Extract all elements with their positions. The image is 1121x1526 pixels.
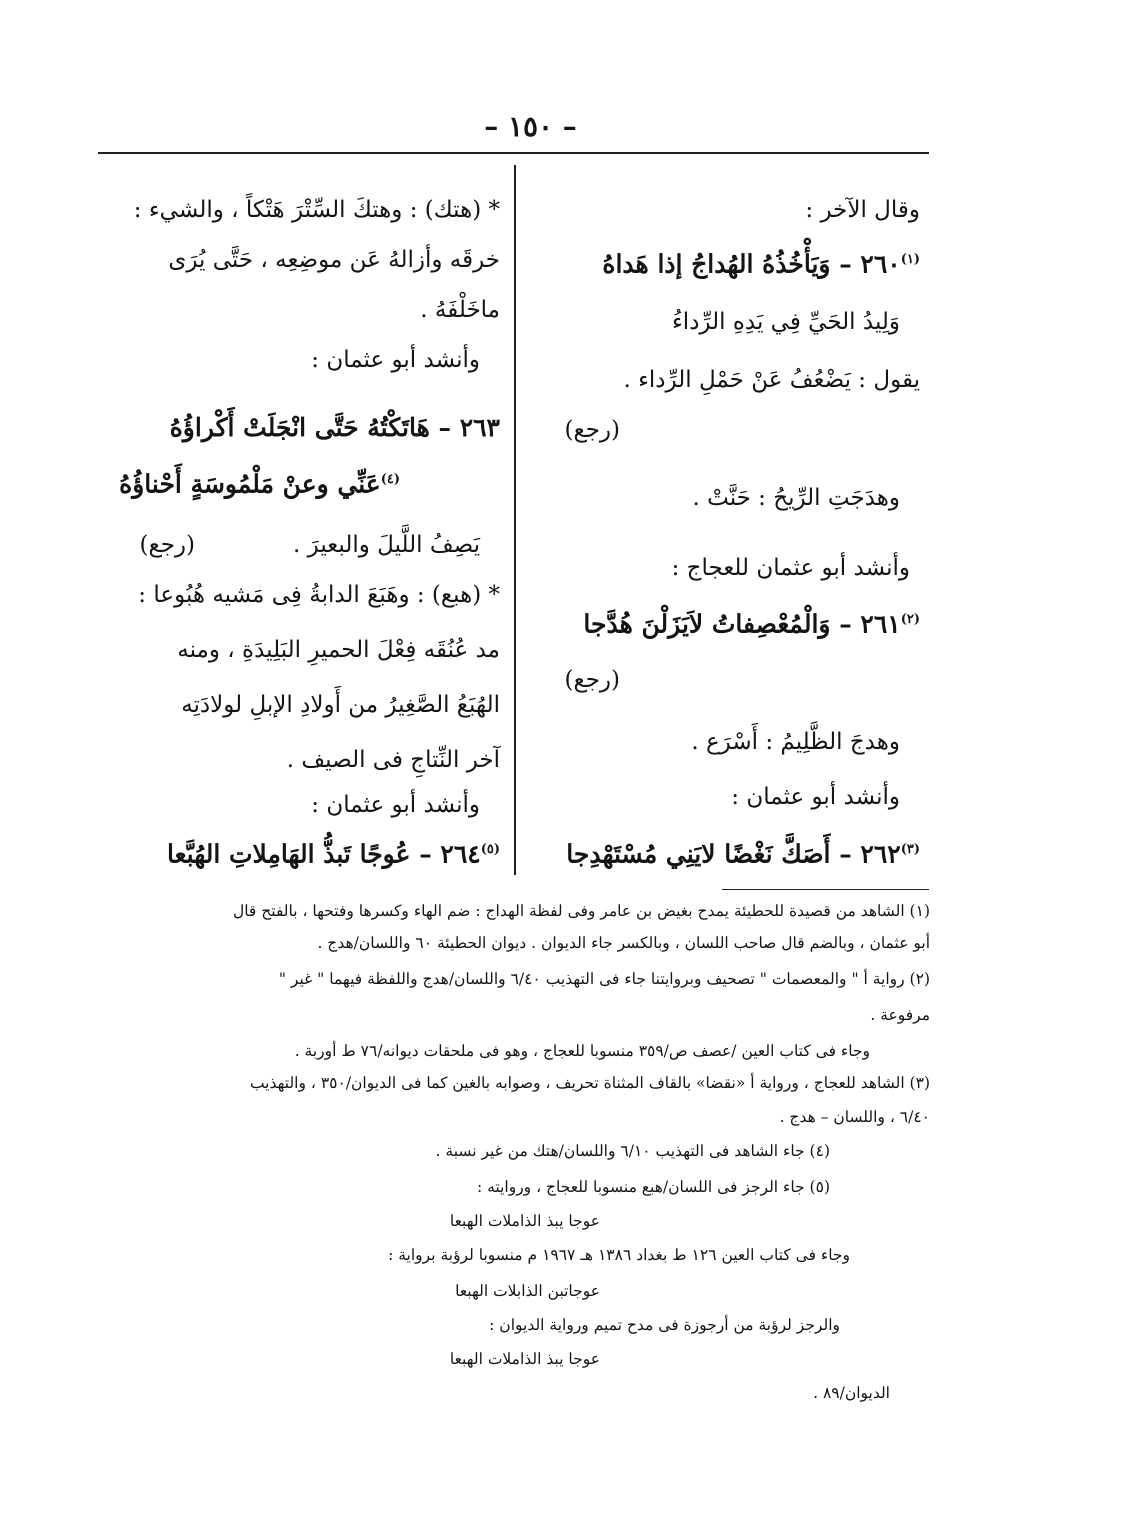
footnote-rule — [722, 889, 929, 890]
footnote-marker: (٣) — [900, 842, 920, 857]
text-line: آخر النِّتاجِ فى الصيف . — [286, 747, 500, 773]
verse-line: ٢٦٣ – هَاتَكْتُهُ حَتَّى انْجَلَتْ أَكْراؤُهُ — [169, 413, 500, 442]
text-line: يَصِفُ اللَّيلَ والبعيرَ . — [293, 532, 480, 558]
text-line: وأنشد أبو عثمان : — [731, 784, 900, 810]
rajaz-label: (رجع) — [564, 417, 620, 443]
verse-line: وَلِيدُ الحَيِّ فِي يَدِهِ الرِّداءُ — [671, 309, 900, 335]
verse-line: $^{(٥)}$٢٦٤ – عُوجًا تَبذُّ الهَامِلاتِ الهُبَّعا — [167, 839, 500, 869]
footnote-line: أبو عثمان ، وبالضم قال صاحب اللسان ، وبالكسر جاء الديوان . ديوان الحطيئة ٦٠ واللسان/هدج . — [317, 934, 930, 952]
footnote-line: ٦/٤٠ ، واللسان – هدج . — [779, 1108, 930, 1126]
footnote-line: وجاء فى كتاب العين /عصف ص/٣٥٩ منسوبا للعجاج ، وهو فى ملحقات ديوانه/٧٦ ط أوربة . — [294, 1042, 870, 1060]
entry-heading: * (هتك) : وهتكَ السِّتْرَ هَتْكاً ، والشيء : — [133, 197, 500, 223]
footnote-marker: (٤) — [380, 472, 400, 487]
footnote-line: (١) الشاهد من قصيدة للحطيئة يمدح بغيض بن عامر وفى لفظة الهداج : ضم الهاء وكسرها وفتحها ، بالفتح قال — [232, 902, 930, 920]
text-line: وهدجَ الظَّلِيمُ : أَسْرَع . — [691, 729, 900, 755]
footnote-line: والرجز لرؤبة من أرجوزة فى مدح تميم ورواية الديوان : — [489, 1316, 840, 1334]
text-line: وهدَجَتِ الرِّيحُ : حَنَّتْ . — [692, 485, 900, 511]
page-number: – ١٥٠ – — [484, 110, 577, 143]
footnote-marker: (٥) — [480, 842, 500, 857]
footnote-line: (٣) الشاهد للعجاج ، ورواية أ «نقضا» بالقاف المثناة تحريف ، وصوابه بالغين كما فى الديوان/٣٥٠ ، والتهذيب — [249, 1074, 930, 1092]
header-rule — [98, 152, 929, 154]
verse-line: $^{(٣)}$٢٦٢ – أَصَكَّ نَغْضًا لايَنِي مُسْتَهْدِجا — [566, 839, 920, 869]
column-divider — [514, 165, 516, 875]
footnote-marker: (١) — [900, 252, 920, 267]
quoted-verse: عوجا يبذ الذاملات الهبعا — [449, 1350, 600, 1368]
text-line: وأنشد أبو عثمان للعجاج : — [671, 555, 910, 581]
verse-line: $^{(١)}$٢٦٠ – وَيَأْخُذُهُ الهُداجُ إذا هَداهُ — [602, 249, 920, 279]
quoted-verse: عوجا يبذ الذاملات الهبعا — [449, 1212, 600, 1230]
text-line: مد عُنُقَه فِعْلَ الحميرِ البَلِيدَةِ ، ومنه — [177, 637, 500, 663]
footnote-line: (٤) جاء الشاهد فى التهذيب ٦/١٠ واللسان/هتك من غير نسبة . — [435, 1142, 830, 1160]
text-line: ماخَلْفَهُ . — [420, 297, 500, 323]
text-line: يقول : يَضْعُفُ عَنْ حَمْلِ الرِّداء . — [623, 367, 920, 393]
footnote-line: (٥) جاء الرجز فى اللسان/هبع منسوبا للعجاج ، وروايته : — [476, 1178, 830, 1196]
entry-heading: * (هبع) : وهَبَعَ الدابةُ فِى مَشيه هُبُوعا : — [138, 582, 500, 608]
footnote-line: مرفوعة . — [870, 1006, 930, 1024]
footnote-line: (٢) رواية أ " والمعصمات " تصحيف وبروايتنا جاء فى التهذيب ٦/٤٠ واللسان/هدج واللفظة فيهما " غير " — [278, 970, 930, 988]
text-line: خرقَه وأزالهُ عَن موضِعِه ، حَتَّى يُرَى — [168, 247, 500, 273]
verse-line: $^{(٢)}$٢٦١ – وَالْمُعْصِفاتُ لاَيَزَلْنَ هُدَّجا — [583, 609, 920, 639]
footnote-line: وجاء فى كتاب العين ١٢٦ ط بغداد ١٣٨٦ هـ ١٩٦٧ م منسوبا لرؤبة برواية : — [388, 1246, 850, 1264]
footnote-marker: (٢) — [900, 612, 920, 627]
rajaz-label: (رجع) — [139, 532, 195, 558]
quoted-verse: عوجاتبن الذابلات الهبعا — [455, 1282, 600, 1300]
text-line: وأنشد أبو عثمان : — [311, 792, 480, 818]
text-line: الهُبَعُ الصَّغِيرُ من أَولادِ الإبلِ لولادَتِه — [181, 692, 500, 718]
text-line: وقال الآخر : — [805, 197, 920, 223]
text-line: وأنشد أبو عثمان : — [311, 347, 480, 373]
footnote-line: الديوان/٨٩ . — [813, 1384, 890, 1402]
verse-line: $^{(٤)}$عَنِّي وعنْ مَلْمُوسَةٍ أَحْناؤُهُ — [119, 469, 400, 499]
rajaz-label: (رجع) — [564, 667, 620, 693]
